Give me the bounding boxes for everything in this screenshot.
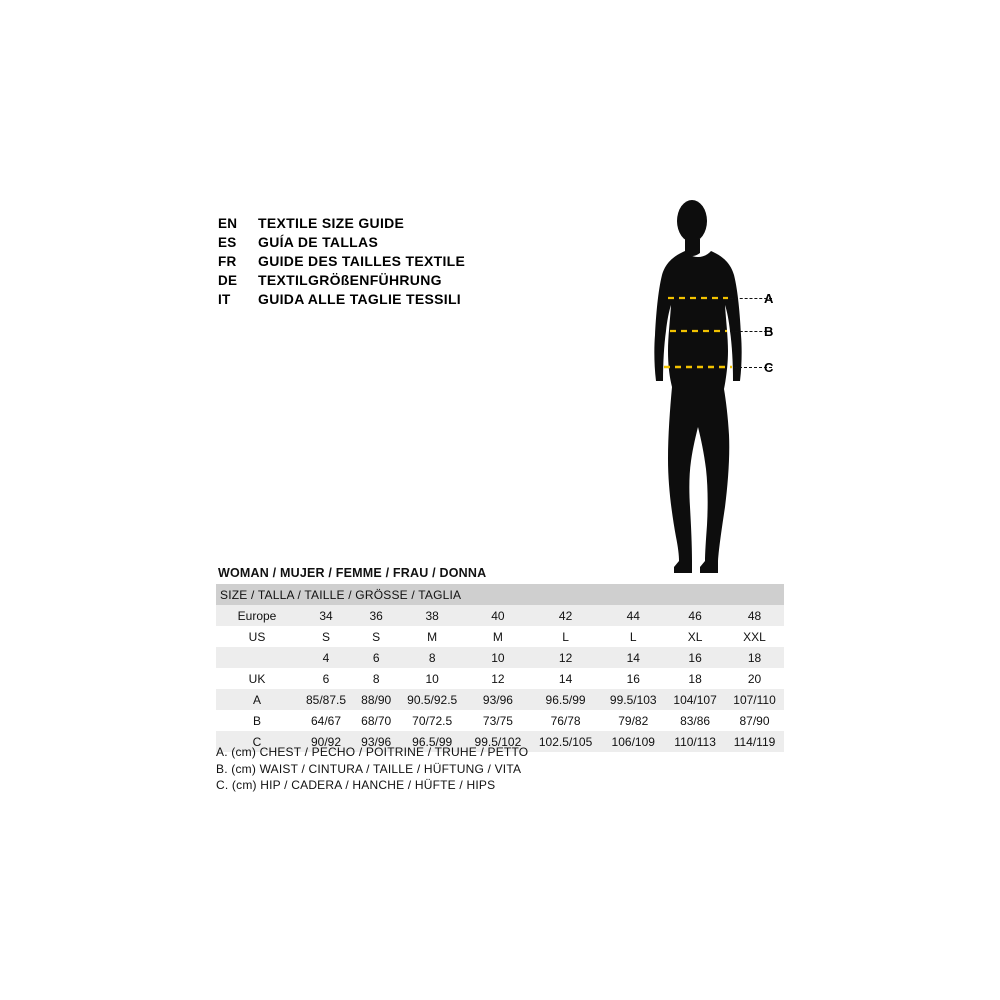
table-cell: 93/96 — [354, 731, 398, 752]
row-label: UK — [216, 668, 298, 689]
table-cell: M — [466, 626, 530, 647]
row-label — [216, 647, 298, 668]
language-code: ES — [218, 235, 237, 250]
row-label: US — [216, 626, 298, 647]
table-cell: 16 — [665, 647, 725, 668]
table-cell: 8 — [354, 668, 398, 689]
language-title: GUIDA ALLE TAGLIE TESSILI — [258, 291, 461, 307]
table-row — [216, 605, 784, 626]
language-row — [218, 271, 548, 290]
legend-line-b: B. (cm) WAIST / CINTURA / TAILLE / HÜFTUNG / VITA — [216, 761, 522, 776]
table-cell: 16 — [601, 668, 665, 689]
row-label: Europe — [216, 605, 298, 626]
table-cell: 107/110 — [725, 689, 784, 710]
language-code: DE — [218, 273, 238, 288]
table-cell: 90/92 — [298, 731, 354, 752]
language-title: TEXTILE SIZE GUIDE — [258, 215, 405, 231]
table-cell: 114/119 — [725, 731, 784, 752]
table-cell: 36 — [354, 605, 398, 626]
table-cell: 76/78 — [530, 710, 602, 731]
table-row — [216, 668, 784, 689]
table-cell: 99.5/103 — [601, 689, 665, 710]
table-cell: 42 — [530, 605, 602, 626]
table-cell: L — [530, 626, 602, 647]
table-row — [216, 647, 784, 668]
table-cell: 90.5/92.5 — [398, 689, 466, 710]
measure-label-a: A — [764, 291, 774, 306]
table-cell: 10 — [466, 647, 530, 668]
table-cell: 44 — [601, 605, 665, 626]
table-cell: 93/96 — [466, 689, 530, 710]
table-cell: 12 — [466, 668, 530, 689]
table-cell: 70/72.5 — [398, 710, 466, 731]
language-row — [218, 233, 548, 252]
table-cell: 87/90 — [725, 710, 784, 731]
table-cell: 83/86 — [665, 710, 725, 731]
table-cell: 6 — [354, 647, 398, 668]
table-cell: 14 — [530, 668, 602, 689]
table-cell: 79/82 — [601, 710, 665, 731]
table-cell: S — [298, 626, 354, 647]
table-caption: WOMAN / MUJER / FEMME / FRAU / DONNA — [218, 566, 487, 580]
table-cell: 14 — [601, 647, 665, 668]
table-cell: S — [354, 626, 398, 647]
language-title: GUIDE DES TAILLES TEXTILE — [258, 253, 466, 269]
row-label: C — [216, 731, 298, 752]
measure-label-b: B — [764, 324, 774, 339]
table-cell: 48 — [725, 605, 784, 626]
table-cell: 46 — [665, 605, 725, 626]
measure-label-c: C — [764, 360, 774, 375]
table-cell: 18 — [725, 647, 784, 668]
table-row — [216, 626, 784, 647]
table-cell: 104/107 — [665, 689, 725, 710]
table-cell: 88/90 — [354, 689, 398, 710]
table-row — [216, 710, 784, 731]
row-label: B — [216, 710, 298, 731]
language-code: IT — [218, 292, 231, 307]
female-silhouette-figure — [630, 195, 810, 585]
silhouette-icon — [630, 195, 810, 585]
size-table — [216, 584, 784, 752]
table-cell: XL — [665, 626, 725, 647]
language-row — [218, 214, 548, 233]
table-cell: 18 — [665, 668, 725, 689]
legend-line-c: C. (cm) HIP / CADERA / HANCHE / HÜFTE / HIPS — [216, 778, 496, 792]
table-cell: 34 — [298, 605, 354, 626]
row-label: A — [216, 689, 298, 710]
table-cell: 4 — [298, 647, 354, 668]
table-cell: 85/87.5 — [298, 689, 354, 710]
table-cell: 10 — [398, 668, 466, 689]
table-cell: L — [601, 626, 665, 647]
table-cell: 99.5/102 — [466, 731, 530, 752]
measurement-legend — [216, 744, 776, 794]
table-cell: 102.5/105 — [530, 731, 602, 752]
table-cell: 96.5/99 — [530, 689, 602, 710]
table-header-row — [216, 584, 784, 605]
table-cell: 6 — [298, 668, 354, 689]
language-code: EN — [218, 216, 238, 231]
table-cell: 20 — [725, 668, 784, 689]
table-cell: 96.5/99 — [398, 731, 466, 752]
table-cell: 106/109 — [601, 731, 665, 752]
table-cell: 38 — [398, 605, 466, 626]
table-cell: 68/70 — [354, 710, 398, 731]
language-row — [218, 252, 548, 271]
legend-line-a: A. (cm) CHEST / PECHO / POITRINE / TRUHE / PETTO — [216, 745, 529, 759]
table-cell: 12 — [530, 647, 602, 668]
table-cell: 40 — [466, 605, 530, 626]
language-title-block — [218, 214, 548, 309]
table-header-label: SIZE / TALLA / TAILLE / GRÖSSE / TAGLIA — [216, 584, 784, 605]
table-cell: XXL — [725, 626, 784, 647]
table-row — [216, 689, 784, 710]
table-cell: 64/67 — [298, 710, 354, 731]
table-cell: M — [398, 626, 466, 647]
language-title: TEXTILGRÖßENFÜHRUNG — [258, 272, 442, 288]
table-cell: 110/113 — [665, 731, 725, 752]
table-cell: 8 — [398, 647, 466, 668]
language-title: GUÍA DE TALLAS — [258, 234, 379, 250]
size-table-area — [216, 566, 784, 752]
language-row — [218, 290, 548, 309]
language-code: FR — [218, 254, 237, 269]
table-cell: 73/75 — [466, 710, 530, 731]
